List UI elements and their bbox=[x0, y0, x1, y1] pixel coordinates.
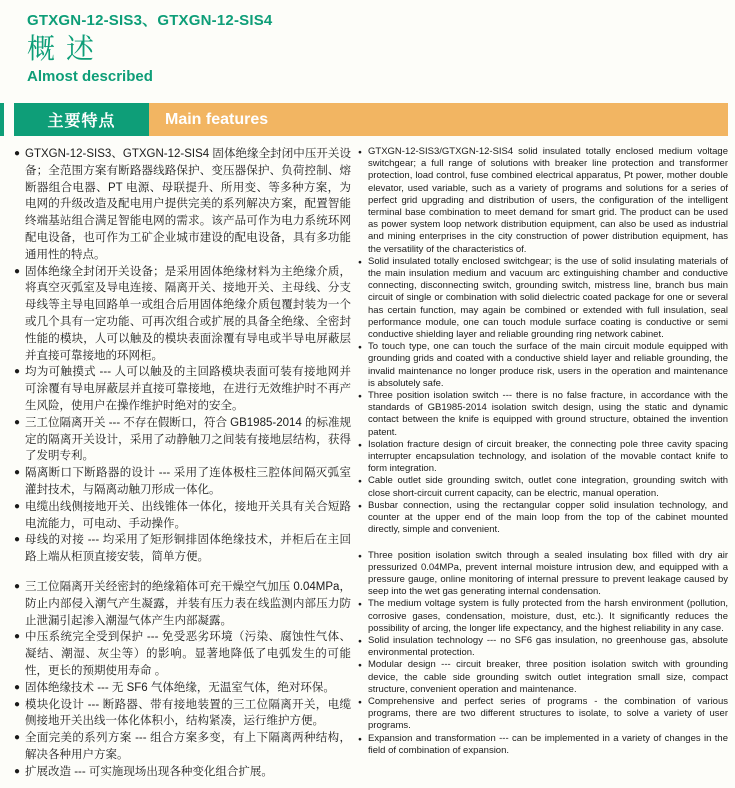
feature-text: The medium voltage system is fully protected from the harsh environment (pollution, corrosive gases, condensation, moisture, dust, etc.). It significantly reduces the possibility of arcing, the longer life expectancy, and the highest reliability in any case. bbox=[368, 598, 728, 634]
bullet-icon: ● bbox=[358, 441, 362, 449]
feature-text: 三工位隔离开关经密封的绝缘箱体可充干燥空气加压 0.04MPa，防止内部侵入潮气产生凝露，并装有压力表在线监测内部压力防止泄漏引起渗入潮湿气体产生内部凝露。 bbox=[25, 580, 351, 627]
feature-item bbox=[358, 598, 728, 635]
bullet-icon: ● bbox=[358, 149, 362, 156]
feature-item bbox=[358, 146, 728, 256]
banner-label-zh: 主要特点 bbox=[14, 103, 149, 136]
feature-item bbox=[358, 733, 728, 757]
bullet-icon: ● bbox=[358, 258, 362, 266]
feature-text: GTXGN-12-SIS3、GTXGN-12-SIS4 固体绝缘全封闭中压开关设备；全范围方案有断路器线路保护、变压器保护、负荷控制、熔断器组合电器、PT 电源、母联提升、所用变、等多种方案，为电网的升级改造及配电用户提供完美的系列解决方案，配置智能终端基站组合满足智能电网的需求。该产品可作为电力系统环网配电设备，也可作为工矿企业城市建设的配电设备，具有多功能通用性的特点。 bbox=[25, 148, 351, 261]
features-column-zh bbox=[14, 146, 351, 780]
feature-text: Three position isolation switch through a sealed insulating box filled with dry air pressurized 0.04MPa, prevent internal moisture intrusion dew, and equipped with a pressure gauge, online monitoring of internal pressure to prevent leakage caused by seep into the wet gas generating internal condensation. bbox=[368, 549, 728, 598]
feature-item bbox=[14, 465, 351, 499]
feature-item bbox=[358, 550, 728, 599]
feature-item bbox=[14, 264, 351, 365]
feature-text: Solid insulation technology --- no SF6 gas insulation, no greenhouse gas, absolute environmental protection. bbox=[368, 634, 728, 659]
feature-item bbox=[358, 475, 728, 499]
bullet-icon: ● bbox=[358, 698, 362, 706]
feature-item bbox=[14, 680, 351, 697]
bullet-icon: ● bbox=[14, 416, 21, 428]
feature-text: Isolation fracture design of circuit breaker, the connecting pole three cavity spacing interrupter encapsulation technology, and isolation of the movable contact knife to form integration. bbox=[368, 438, 728, 475]
bullet-icon: ● bbox=[14, 765, 21, 777]
feature-text: 电缆出线侧接地开关、出线锥体一体化，接地开关具有关合短路电流能力，可电动、手动操作。 bbox=[25, 500, 351, 530]
feature-item bbox=[14, 364, 351, 414]
page-header bbox=[0, 0, 735, 86]
banner-label-en: Main features bbox=[149, 103, 728, 136]
feature-item bbox=[14, 730, 351, 764]
bullet-icon: ● bbox=[14, 265, 21, 277]
feature-text: GTXGN-12-SIS3/GTXGN-12-SIS4 solid insulated totally enclosed medium voltage switchgear; a full range of solutions with breaker line protection and transformer protection, load control, fuse combined electrical apparatus, Pt power, mother double elevator, used variable, such as a variety of programs and solutions for a series of perfect grid upgrading and distribution of users, the configuration of the intelligent terminal base combination to meet demand for smart grid. The product can be used as power system loop network distribution equipment, can also be used as industrial and mining enterprises in the city construction of power distribution equipment, has the versatility of the characteristics of. bbox=[368, 146, 728, 255]
feature-item bbox=[358, 390, 728, 439]
bullet-icon: ● bbox=[14, 500, 21, 512]
features-column-en bbox=[358, 146, 728, 780]
section-banner bbox=[0, 103, 735, 136]
feature-text: Busbar connection, using the rectangular copper solid insulation technology, and counter at the upper end of the main loop from the top of the cabinet mounted directly, simple and convenient. bbox=[368, 499, 728, 536]
feature-item bbox=[358, 696, 728, 733]
bullet-icon: ● bbox=[358, 637, 362, 645]
feature-text: 固体绝缘技术 --- 无 SF6 气体绝缘，无温室气体，绝对环保。 bbox=[25, 681, 335, 694]
feature-item bbox=[14, 532, 351, 566]
feature-item bbox=[14, 146, 351, 264]
feature-item bbox=[358, 256, 728, 341]
bullet-icon: ● bbox=[14, 580, 21, 592]
feature-item bbox=[14, 764, 351, 781]
bullet-icon: ● bbox=[358, 601, 362, 609]
bullet-icon: ● bbox=[14, 631, 21, 643]
feature-item bbox=[14, 629, 351, 679]
bullet-icon: ● bbox=[14, 534, 21, 546]
bullet-icon: ● bbox=[14, 698, 21, 710]
feature-item bbox=[14, 415, 351, 465]
bullet-icon: ● bbox=[14, 732, 21, 744]
feature-text: 扩展改造 --- 可实施现场出现各种变化组合扩展。 bbox=[25, 765, 273, 778]
feature-text: 模块化设计 --- 断路器、带有接地装置的三工位隔离开关，电缆侧接地开关出线一体化体积小，结构紧凑，运行维护方便。 bbox=[25, 698, 351, 728]
bullet-icon: ● bbox=[14, 467, 21, 479]
bullet-icon: ● bbox=[358, 502, 362, 510]
feature-text: Modular design --- circuit breaker, three position isolation switch with grounding device, the cable side grounding switch outlet integration small size, compact structure, convenient operation and maintenance. bbox=[368, 659, 728, 695]
features-columns bbox=[0, 136, 735, 780]
feature-text: 均为可触摸式 --- 人可以触及的主回路模块表面可装有接地网并可涂覆有导电屏蔽层并直接可靠接地，在进行无效维护时不再产生风险，使用户在操作维护时绝对的安全。 bbox=[25, 366, 351, 412]
feature-text: 三工位隔离开关 --- 不存在假断口，符合 GB1985-2014 的标准规定的隔离开关设计，采用了动静触刀之间装有接地层结构，获得了发明专利。 bbox=[25, 416, 351, 463]
bullet-icon: ● bbox=[358, 662, 362, 670]
bullet-icon: ● bbox=[14, 681, 21, 693]
feature-text: 中压系统完全受到保护 --- 免受恶劣环境（污染、腐蚀性气体、凝结、潮湿、灰尘等）的影响。显著地降低了电弧发生的可能性，更长的预期使用寿命 。 bbox=[25, 631, 351, 677]
feature-text: Cable outlet side grounding switch, outlet cone integration, grounding switch with close short-circuit current capacity, can be electric, manual operation. bbox=[368, 475, 728, 499]
feature-item bbox=[14, 579, 351, 629]
bullet-icon: ● bbox=[358, 735, 362, 743]
section-title-en: Almost described bbox=[27, 68, 153, 85]
page-edge-bar bbox=[0, 103, 4, 136]
feature-item bbox=[14, 697, 351, 731]
feature-item bbox=[358, 659, 728, 696]
feature-text: Three position isolation switch --- there is no false fracture, in accordance with the standards of GB1985-2014 isolation switch design, using the static and dynamic contact between the knife is equipped with ground structure, obtained the invention patent. bbox=[368, 390, 728, 438]
feature-item bbox=[358, 341, 728, 390]
bullet-icon: ● bbox=[358, 478, 362, 486]
bullet-icon: ● bbox=[14, 366, 21, 378]
feature-text: 母线的对接 --- 均采用了矩形铜排固体绝缘技术，并柜后在主回路上端从柜顶直接安装，简单方便。 bbox=[25, 534, 351, 564]
feature-item bbox=[358, 500, 728, 537]
feature-text: 隔离断口下断路器的设计 --- 采用了连体极柱三腔体间隔灭弧室灌封技术，与隔离动触刀形成一体化。 bbox=[25, 467, 351, 496]
model-title: GTXGN-12-SIS3、GTXGN-12-SIS4 bbox=[27, 12, 273, 29]
feature-item bbox=[14, 499, 351, 533]
feature-text: 全面完美的系列方案 --- 组合方案多变，有上下隔离两种结构，解决各种用户方案。 bbox=[25, 732, 351, 761]
feature-text: 固体绝缘全封闭开关设备；是采用固体绝缘材料为主绝缘介质，将真空灭弧室及导电连接、隔离开关、接地开关、主母线、分支母线等主导电回路单一或组合后用固体绝缘介质包覆封装为一个或几个具有一定功能、可再次组合或扩展的具备全绝缘、全密封性能的模块，人可以触及的模块表面涂覆有导电或半导电屏蔽层并直接可靠接地的环网柜。 bbox=[25, 265, 351, 362]
feature-text: To touch type, one can touch the surface of the main circuit module equipped with grounding grids and coated with a conductive shield layer and reliable grounding, the invalid maintenance no longer produce risk, users in the operation and maintenance is absolutely safe. bbox=[368, 341, 728, 389]
feature-text: Solid insulated totally enclosed switchgear; is the use of solid insulating materials of the main insulation medium and vacuum arc extinguishing chamber and conductive connecting, disconnecting switch, grounding switch, mistress line, branch bus main circuit of single or combination with solid dielectric coated package for one or several has certain function, may again be combined or extended with full insulation, seal performance module, one can touch module surface coating is conductive or semi conductive shielding layer and reliable grounding ring network cabinet. bbox=[368, 255, 728, 341]
bullet-icon: ● bbox=[358, 344, 362, 352]
bullet-icon: ● bbox=[358, 393, 362, 401]
feature-item bbox=[358, 635, 728, 659]
bullet-icon: ● bbox=[14, 148, 21, 159]
feature-text: Expansion and transformation --- can be implemented in a variety of changes in the field of combination of expansion. bbox=[368, 732, 728, 756]
section-title-zh: 概 述 bbox=[27, 34, 97, 65]
bullet-icon: ● bbox=[358, 552, 362, 560]
feature-text: Comprehensive and perfect series of programs - the combination of various programs, there are two different structures to isolate, to solve a variety of user programs. bbox=[368, 695, 728, 732]
feature-item bbox=[358, 439, 728, 476]
